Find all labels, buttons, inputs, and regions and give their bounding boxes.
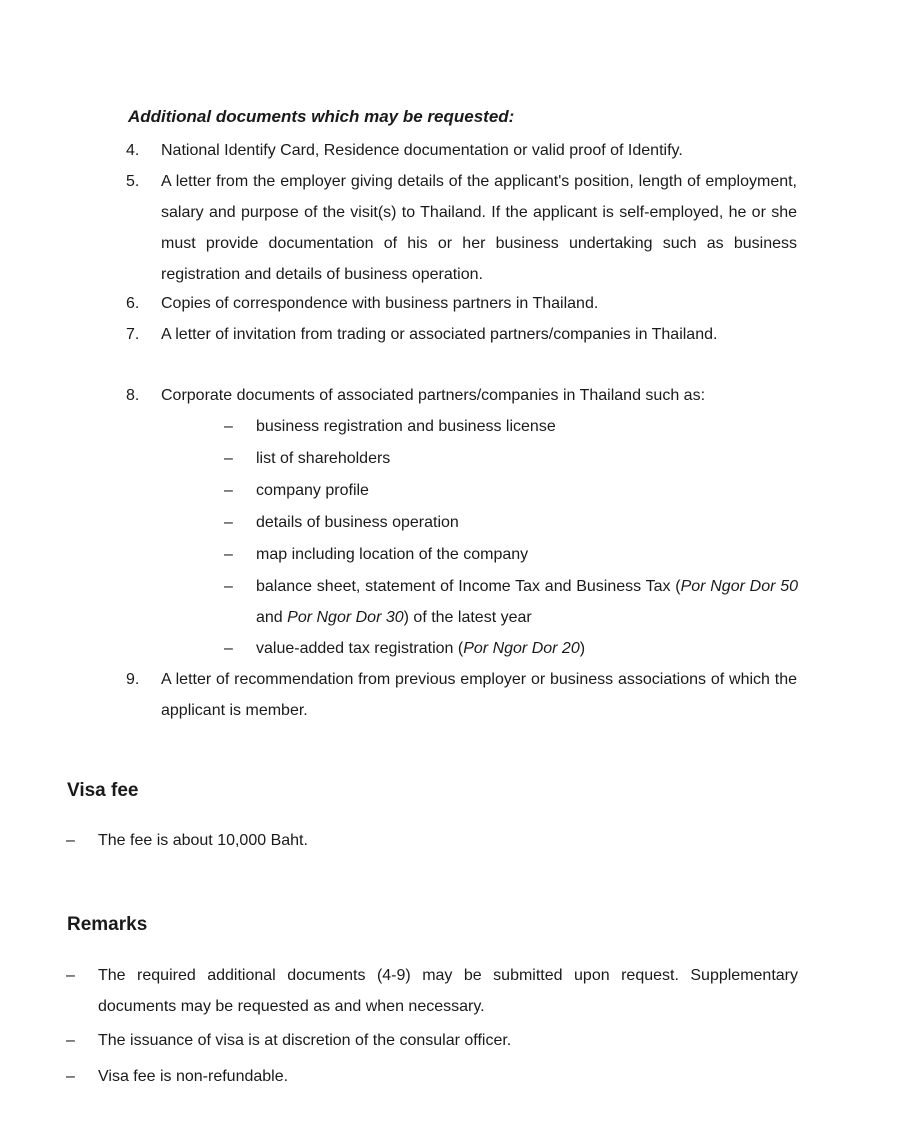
item-text: Visa fee is non-refundable. bbox=[98, 1068, 289, 1085]
item-text: National Identify Card, Residence documentation or valid proof of Identify. bbox=[161, 142, 683, 159]
item-text: A letter of invitation from trading or associated partners/companies in Thailand. bbox=[161, 326, 718, 343]
additional-documents-heading: Additional documents which may be requested: bbox=[128, 107, 515, 126]
dash-bullet: – bbox=[66, 1068, 75, 1085]
item-text: map including location of the company bbox=[256, 546, 529, 563]
dash-bullet: – bbox=[224, 546, 233, 563]
dash-bullet: – bbox=[224, 578, 233, 595]
form-name: Por Ngor Dor 20 bbox=[463, 640, 580, 657]
item-text: Corporate documents of associated partners/companies in Thailand such as: bbox=[161, 387, 706, 404]
dash-bullet: – bbox=[66, 967, 75, 984]
item-number: 6. bbox=[126, 295, 140, 312]
visa-fee-heading: Visa fee bbox=[67, 780, 139, 801]
form-name: Por Ngor Dor 50 bbox=[680, 578, 798, 595]
dash-bullet: – bbox=[224, 450, 233, 467]
dash-bullet: – bbox=[224, 514, 233, 531]
item-text: A letter from the employer giving details of the applicant's position, length of employment, salary and purpose of the visit(s) to Thailand. If the applicant is self-employed, he or she must provide documentation of his or her business undertaking such as business registration and details of business operation. bbox=[161, 173, 797, 283]
item-number: 4. bbox=[126, 142, 140, 159]
item-number: 7. bbox=[126, 326, 140, 343]
dash-bullet: – bbox=[66, 1032, 75, 1049]
item-text: list of shareholders bbox=[256, 450, 391, 467]
item-text: The fee is about 10,000 Baht. bbox=[98, 832, 308, 849]
item-text: The required additional documents (4-9) may be submitted upon request. Supplementary documents may be requested as and when necessary. bbox=[98, 967, 798, 1015]
balance-sheet-text: balance sheet, statement of Income Tax and Business Tax (Por Ngor Dor 50 and Por Ngor Dor 30) of the latest year bbox=[256, 578, 798, 626]
remarks-heading: Remarks bbox=[67, 914, 148, 935]
dash-bullet: – bbox=[66, 832, 75, 849]
dash-bullet: – bbox=[224, 482, 233, 499]
item-text: details of business operation bbox=[256, 514, 459, 531]
item-text: A letter of recommendation from previous employer or business associations of which the applicant is member. bbox=[161, 671, 797, 719]
dash-bullet: – bbox=[224, 418, 233, 435]
item-text: business registration and business license bbox=[256, 418, 556, 435]
vat-text: value-added tax registration (Por Ngor Dor 20) bbox=[256, 640, 586, 657]
item-text: The issuance of visa is at discretion of the consular officer. bbox=[98, 1032, 512, 1049]
item-text: company profile bbox=[256, 482, 369, 499]
item-number: 5. bbox=[126, 173, 140, 190]
form-name: Por Ngor Dor 30 bbox=[287, 609, 404, 626]
item-number: 8. bbox=[126, 387, 140, 404]
item-text: Copies of correspondence with business partners in Thailand. bbox=[161, 295, 599, 312]
item-number: 9. bbox=[126, 671, 140, 688]
dash-bullet: – bbox=[224, 640, 233, 657]
